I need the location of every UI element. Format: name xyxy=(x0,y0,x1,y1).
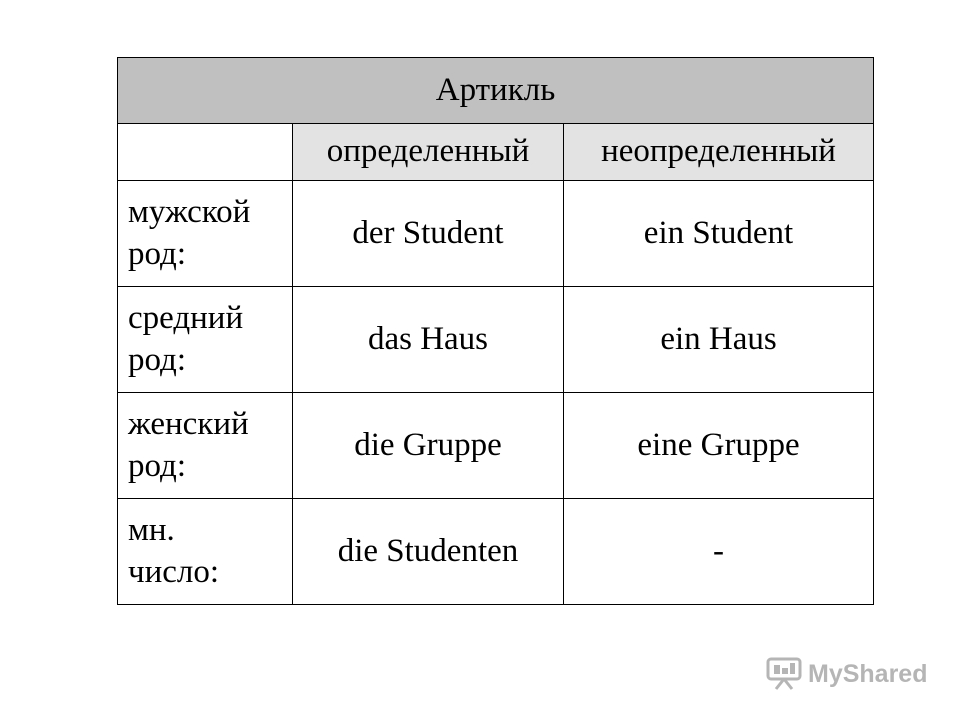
indefinite-cell: ein Haus xyxy=(564,287,874,393)
row-label-line2: число: xyxy=(128,553,220,590)
header-definite: определенный xyxy=(293,124,564,181)
header-indefinite: неопределенный xyxy=(564,124,874,181)
table-title: Артикль xyxy=(118,58,874,124)
table-row xyxy=(118,393,874,499)
empty-corner-cell xyxy=(118,124,293,181)
row-label-line2: род: xyxy=(128,447,187,484)
row-label-line1: мужской xyxy=(128,194,251,231)
table-row xyxy=(118,287,874,393)
presentation-board-icon xyxy=(766,657,802,691)
indefinite-cell: ein Student xyxy=(564,181,874,287)
row-label-line2: род: xyxy=(128,235,187,272)
row-label xyxy=(118,499,293,605)
table-row xyxy=(118,181,874,287)
row-label-line1: мн. xyxy=(128,512,175,549)
row-label-line1: средний xyxy=(128,300,244,337)
row-label-line1: женский xyxy=(128,406,249,443)
row-label xyxy=(118,287,293,393)
row-label xyxy=(118,181,293,287)
indefinite-cell: eine Gruppe xyxy=(564,393,874,499)
indefinite-cell: - xyxy=(564,499,874,605)
myshared-watermark[interactable] xyxy=(766,656,927,692)
table-row xyxy=(118,499,874,605)
row-label xyxy=(118,393,293,499)
definite-cell: der Student xyxy=(293,181,564,287)
article-table xyxy=(117,57,874,605)
table-header-row xyxy=(118,124,874,181)
row-label-line2: род: xyxy=(128,341,187,378)
definite-cell: die Studenten xyxy=(293,499,564,605)
definite-cell: die Gruppe xyxy=(293,393,564,499)
table-title-row xyxy=(118,58,874,124)
watermark-text: MyShared xyxy=(808,659,928,688)
definite-cell: das Haus xyxy=(293,287,564,393)
